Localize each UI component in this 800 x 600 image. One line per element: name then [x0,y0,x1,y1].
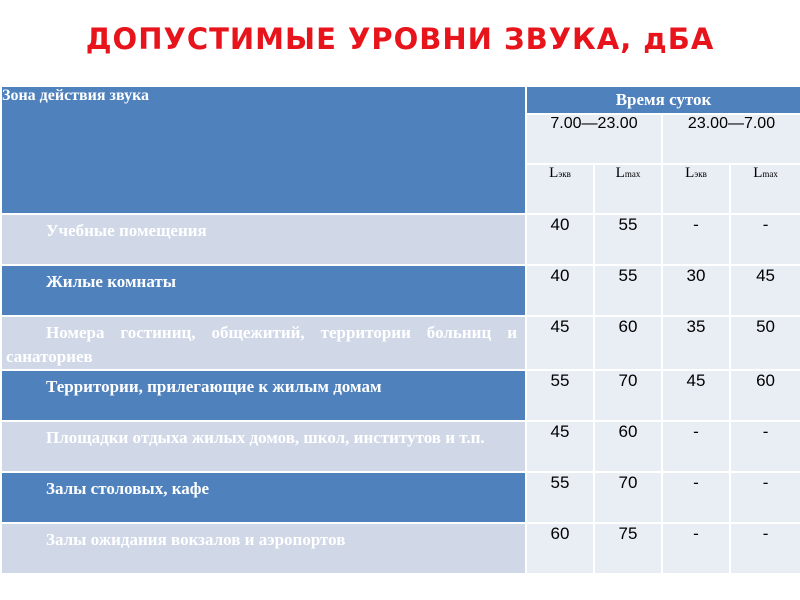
page-title: ДОПУСТИМЫЕ УРОВНИ ЗВУКА, дБА [85,22,715,56]
header-night-l-eq [662,164,730,214]
day-max-cell: 70 [594,370,662,421]
day-max-cell: 75 [594,523,662,574]
zone-cell [1,370,526,421]
header-zone: Зона действия звука [1,86,526,214]
l-max-subscript: max [762,169,778,179]
zone-label: Залы ожидания вокзалов и аэропортов [46,530,346,549]
zone-label: Залы столовых, кафе [46,479,210,498]
header-row-1 [1,86,800,114]
night-eq-cell: 45 [662,370,730,421]
zone-label: Площадки отдыха жилых домов, школ, институтов и т.п. [46,428,485,447]
l-symbol: L [753,165,763,181]
l-eq-subscript: экв [694,169,707,179]
zone-label: Жилые комнаты [46,272,177,291]
night-max-cell: - [730,472,800,523]
day-eq-cell: 40 [526,214,594,265]
table-row [1,214,800,265]
day-eq-cell: 55 [526,472,594,523]
day-max-cell: 60 [594,421,662,472]
l-max-subscript: max [624,169,641,179]
l-symbol: L [615,165,625,181]
zone-cell [1,214,526,265]
header-day-l-max [594,164,662,214]
night-eq-cell: - [662,523,730,574]
day-max-cell: 55 [594,265,662,316]
zone-cell [1,316,526,370]
day-eq-cell: 60 [526,523,594,574]
night-max-cell: 50 [730,316,800,370]
day-eq-cell: 45 [526,421,594,472]
night-eq-cell: 35 [662,316,730,370]
day-eq-cell: 55 [526,370,594,421]
day-eq-cell: 40 [526,265,594,316]
l-symbol: L [685,165,695,181]
l-eq-subscript: экв [558,169,571,179]
night-eq-cell: - [662,214,730,265]
header-day-l-eq [526,164,594,214]
zone-cell [1,472,526,523]
zone-cell [1,265,526,316]
day-eq-cell: 45 [526,316,594,370]
table-row [1,523,800,574]
zone-label: Учебные помещения [46,221,207,240]
night-max-cell: - [730,214,800,265]
table-row [1,316,800,370]
day-max-cell: 60 [594,316,662,370]
table-row [1,370,800,421]
night-max-cell: - [730,523,800,574]
zone-label: Номера гостиниц, общежитий, территории больниц и санаториев [6,323,517,366]
night-max-cell: 45 [730,265,800,316]
zone-cell [1,523,526,574]
header-day-period: 7.00—23.00 [526,114,662,164]
day-max-cell: 55 [594,214,662,265]
zone-label: Территории, прилегающие к жилым домам [46,377,382,396]
night-eq-cell: - [662,472,730,523]
noise-levels-table [0,85,800,575]
header-night-period: 23.00—7.00 [662,114,800,164]
day-max-cell: 70 [594,472,662,523]
header-time-of-day: Время суток [526,86,800,114]
table-row [1,265,800,316]
night-max-cell: - [730,421,800,472]
night-eq-cell: - [662,421,730,472]
night-eq-cell: 30 [662,265,730,316]
night-max-cell: 60 [730,370,800,421]
header-night-l-max [730,164,800,214]
l-symbol: L [549,165,559,181]
table-row [1,421,800,472]
zone-cell [1,421,526,472]
table-row [1,472,800,523]
